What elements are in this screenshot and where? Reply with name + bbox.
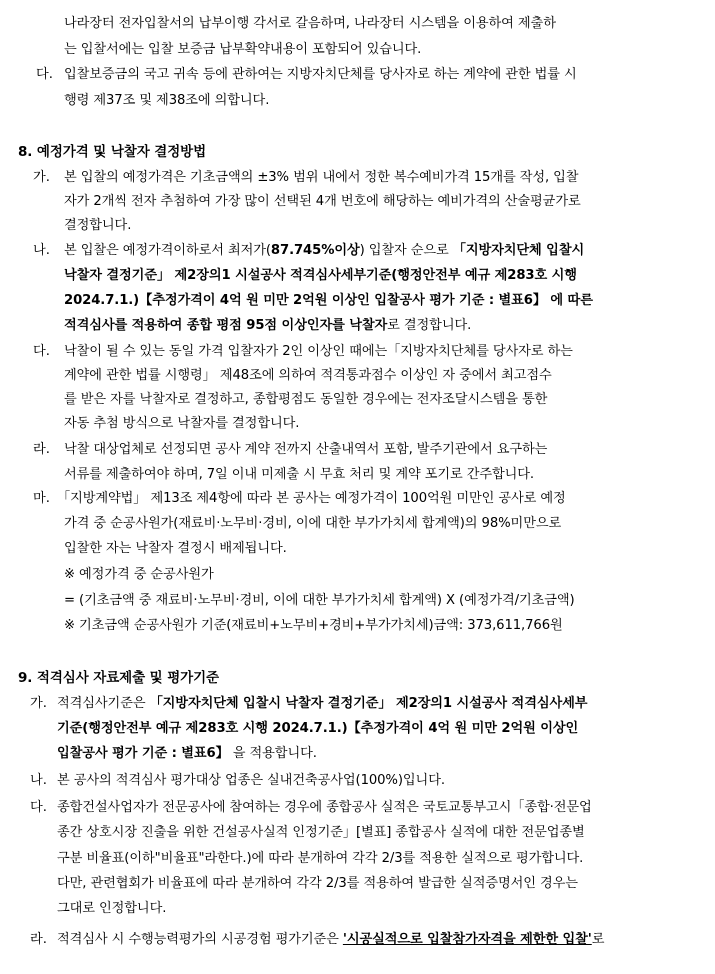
intro-da-line-2: 행령 제37조 및 제38조에 의합니다.	[64, 93, 270, 108]
s9-da-label: 다.	[30, 800, 47, 815]
s8-na-l1-a: 본 입찰은 예정가격이하로서 최저가(	[64, 243, 271, 258]
s8-ma-note-3: ※ 기초금액 순공사원가 기준(재료비+노무비+경비+부가가치세)금액: 373,611,766원	[64, 618, 563, 633]
s9-da-line-3: 구분 비율표(이하"비율표"라한다.)에 따라 분개하여 각각 2/3를 적용한 실적으로 평가합니다.	[57, 851, 584, 866]
s8-ga-line-2: 자가 2개씩 전자 추첨하여 가장 많이 선택된 4개 번호에 해당하는 예비가격의 산술평균가로	[64, 194, 581, 209]
s8-ga-line-3: 결정합니다.	[64, 218, 132, 233]
s8-na-label: 나.	[33, 243, 50, 258]
s9-ga-line-2: 기준(행정안전부 예규 제283호 시행 2024.7.1.)【추정가격이 4억 원 미만 2억원 이상인	[57, 721, 579, 736]
intro-da-line-1: 입찰보증금의 국고 귀속 등에 관하여는 지방자치단체를 당사자로 하는 계약에 관한 법률 시	[64, 67, 577, 82]
s9-ga-l1-b: 「지방자치단체 입찰시 낙찰자 결정기준」 제2장의1 시설공사 적격심사세부	[149, 696, 588, 711]
s8-ra-line-1: 낙찰 대상업체로 선정되면 공사 계약 전까지 산출내역서 포함, 발주기관에서 요구하는	[64, 442, 548, 457]
s9-ra-l1-a: 적격심사 시 수행능력평가의 시공경험 평가기준은	[57, 932, 343, 947]
s9-ra-line-1	[57, 930, 604, 950]
s8-ma-line-2: 가격 중 순공사원가(재료비·노무비·경비, 이에 대한 부가가치세 합계액)의 98%미만으로	[64, 516, 562, 531]
s8-na-l1-d: 「지방자치단체 입찰시	[452, 243, 585, 258]
s8-na-line-3: 2024.7.1.)【추정가격이 4억 원 미만 2억원 이상인 입찰공사 평가 기준 : 별표6】 에 따른	[64, 293, 593, 308]
s8-ra-line-2: 서류를 제출하여야 하며, 7일 이내 미제출 시 무효 처리 및 계약 포기로 간주합니다.	[64, 467, 535, 482]
s8-na-line-4	[64, 316, 471, 336]
s8-ma-note-2: = (기초금액 중 재료비·노무비·경비, 이에 대한 부가가치세 합계액) X (예정가격/기초금액)	[64, 593, 575, 608]
s9-da-line-2: 종간 상호시장 진출을 위한 건설공사실적 인정기준」[별표] 종합공사 실적에 대한 전문업종별	[57, 825, 585, 840]
intro-line-2: 는 입찰서에는 입찰 보증금 납부확약내용이 포함되어 있습니다.	[64, 42, 422, 57]
s8-na-line-1	[64, 241, 584, 261]
s9-da-line-1: 종합건설사업자가 전문공사에 참여하는 경우에 종합공사 실적은 국토교통부고시「종합·전문업	[57, 800, 592, 815]
s8-da-label: 다.	[33, 344, 50, 359]
s8-na-l1-b: 87.745%이상	[270, 243, 360, 258]
s8-ra-label: 라.	[33, 442, 50, 457]
section-9-title: 9. 적격심사 자료제출 및 평가기준	[18, 670, 219, 686]
s8-ma-line-1: 「지방계약법」 제13조 제4항에 따라 본 공사는 예정가격이 100억원 미만인 공사로 예정	[57, 491, 566, 506]
s8-da-line-1: 낙찰이 될 수 있는 동일 가격 입찰자가 2인 이상인 때에는「지방자치단체를 당사자로 하는	[64, 344, 573, 359]
s9-ra-l1-c: 로	[591, 932, 605, 947]
s9-ga-l1-a: 적격심사기준은	[57, 696, 150, 711]
s8-na-line-2: 낙찰자 결정기준」 제2장의1 시설공사 적격심사세부기준(행정안전부 예규 제283호 시행	[64, 268, 577, 283]
s8-ma-label: 마.	[33, 491, 50, 506]
s9-na-line-1: 본 공사의 적격심사 평가대상 업종은 실내건축공사업(100%)입니다.	[57, 773, 445, 788]
s8-da-line-3: 를 받은 자를 낙찰자로 결정하고, 종합평점도 동일한 경우에는 전자조달시스템을 통한	[64, 392, 548, 407]
s8-ma-note-1: ※ 예정가격 중 순공사원가	[64, 567, 214, 582]
s9-da-line-4: 다만, 관련협회가 비율표에 따라 분개하여 각각 2/3를 적용하여 발급한 실적증명서인 경우는	[57, 876, 578, 891]
s8-da-line-2: 계약에 관한 법률 시행령」 제48조에 의하여 적격통과점수 이상인 자 중에서 최고점수	[64, 368, 552, 383]
s8-na-l4-b: 로 결정합니다.	[387, 318, 472, 333]
s8-na-l4-a: 적격심사를 적용하여 종합 평점 95점 이상인자를 낙찰자	[64, 318, 388, 333]
section-8-title: 8. 예정가격 및 낙찰자 결정방법	[18, 144, 207, 160]
s9-ra-l1-b: '시공실적으로 입찰참가자격을 제한한 입찰'	[342, 932, 592, 947]
s9-ga-l3-a: 입찰공사 평가 기준 : 별표6】	[57, 746, 229, 761]
intro-line-1: 나라장터 전자입찰서의 납부이행 각서로 갈음하며, 나라장터 시스템을 이용하여 제출하	[64, 16, 556, 31]
s9-ga-label: 가.	[30, 696, 47, 711]
intro-da-label: 다.	[36, 67, 53, 82]
s9-na-label: 나.	[30, 773, 47, 788]
s8-ga-line-1: 본 입찰의 예정가격은 기초금액의 ±3% 범위 내에서 정한 복수예비가격 15개를 작성, 입찰	[64, 170, 579, 185]
s9-da-line-5: 그대로 인정합니다.	[57, 901, 167, 916]
s9-ga-line-1	[57, 694, 587, 714]
s8-na-l1-c: ) 입찰자 순으로	[359, 243, 453, 258]
s9-ga-line-3	[57, 744, 317, 764]
s9-ra-label: 라.	[30, 932, 47, 947]
s8-ma-line-3: 입찰한 자는 낙찰자 결정시 배제됩니다.	[64, 541, 287, 556]
s8-da-line-4: 자동 추첨 방식으로 낙찰자를 결정합니다.	[64, 416, 300, 431]
s9-ga-l3-b: 을 적용합니다.	[228, 746, 317, 761]
s8-ga-label: 가.	[33, 170, 50, 185]
